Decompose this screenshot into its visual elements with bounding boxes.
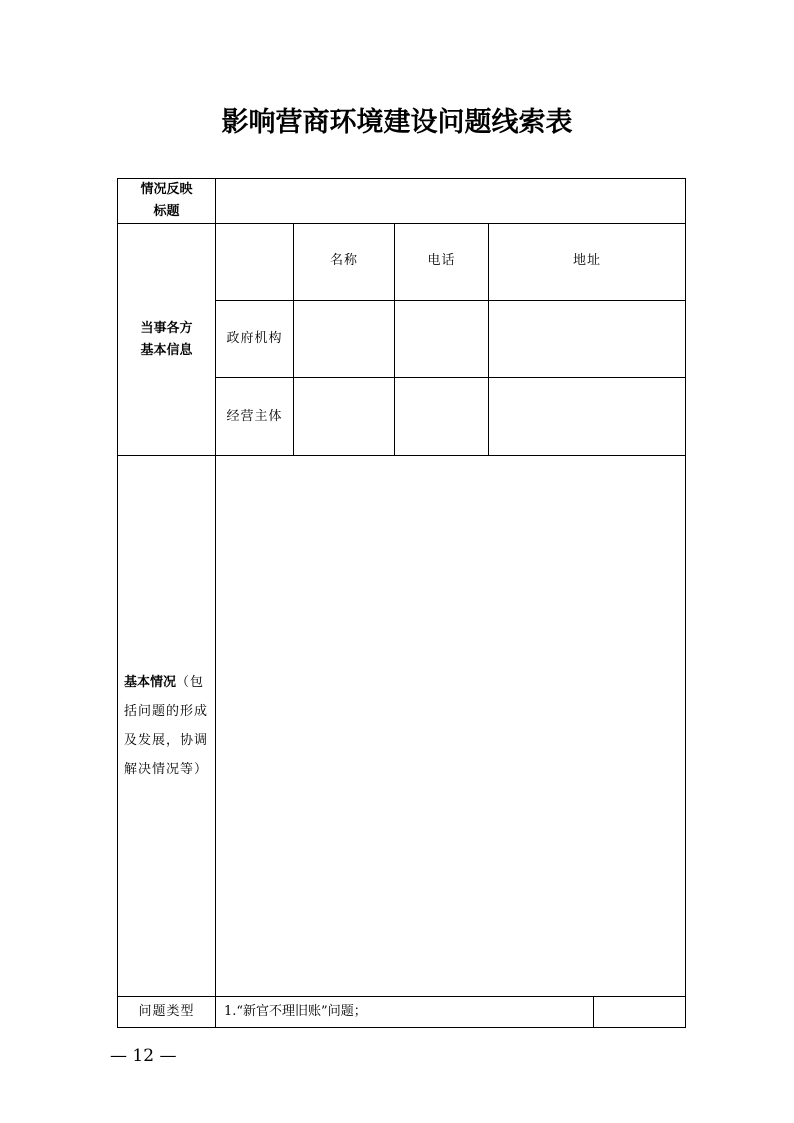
parties-header-address: 地址	[489, 224, 686, 301]
government-agency-address-cell[interactable]	[489, 301, 686, 378]
parties-label-cell	[118, 224, 216, 456]
parties-header-row	[118, 224, 686, 301]
parties-header-phone: 电话	[395, 224, 489, 301]
basic-info-input-cell[interactable]	[216, 456, 686, 997]
basic-info-label	[118, 668, 215, 784]
report-title-label-cell	[118, 179, 216, 224]
report-title-input-cell[interactable]	[216, 179, 686, 224]
report-title-label-line2: 标题	[153, 204, 180, 219]
parties-header-blank	[216, 224, 294, 301]
business-entity-address-cell[interactable]	[489, 378, 686, 456]
government-agency-phone-cell[interactable]	[395, 301, 489, 378]
parties-label-line2: 基本信息	[140, 342, 193, 358]
page-title: 影响营商环境建设问题线索表	[221, 107, 573, 138]
basic-info-row	[118, 456, 686, 997]
issue-type-row	[118, 997, 686, 1028]
basic-info-label-cell	[118, 456, 216, 997]
business-entity-phone-cell[interactable]	[395, 378, 489, 456]
basic-info-label-rest: （包括问题的形成及发展，协调解决情况等）	[124, 675, 209, 777]
issue-type-option-1: 1.“新官不理旧账”问题；	[216, 997, 594, 1028]
clue-form-table	[117, 178, 686, 1028]
parties-header-name: 名称	[294, 224, 395, 301]
business-entity-label: 经营主体	[216, 378, 294, 456]
report-title-row	[118, 179, 686, 224]
government-agency-name-cell[interactable]	[294, 301, 395, 378]
issue-type-label: 问题类型	[118, 997, 216, 1028]
parties-label-line1: 当事各方	[140, 320, 193, 336]
issue-type-check-cell[interactable]	[594, 997, 686, 1028]
business-entity-name-cell[interactable]	[294, 378, 395, 456]
government-agency-label: 政府机构	[216, 301, 294, 378]
basic-info-label-bold: 基本情况	[124, 675, 177, 690]
report-title-label-line1: 情况反映	[140, 182, 193, 197]
page-number: — 12 —	[110, 1046, 177, 1066]
